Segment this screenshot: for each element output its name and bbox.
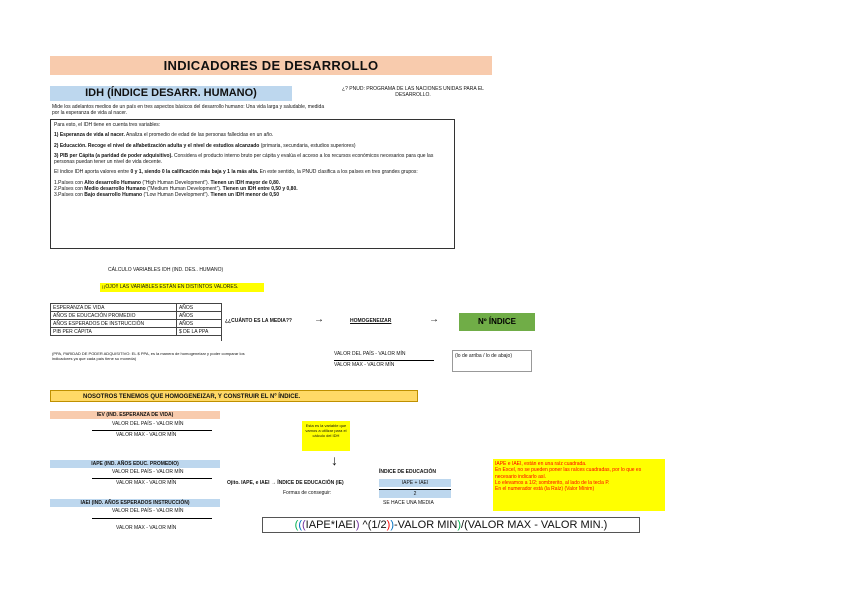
iape-label: IAPE (IND. AÑOS EDUC. PROMEDIO) — [50, 460, 220, 468]
iev-label: IEV (IND. ESPERANZA DE VIDA) — [50, 411, 220, 419]
formula-paren: ) — [386, 519, 391, 531]
table-row — [51, 304, 222, 312]
n-indice-box: Nº ÍNDICE — [459, 313, 535, 331]
ie-title: ÍNDICE DE EDUCACIÓN — [379, 469, 436, 475]
variable-1: 1) Esperanza de vida al nacer. Analiza el promedio de edad de las personas fallecidas en un año. — [54, 132, 274, 139]
group-2: 2.Países con Medio desarrollo Humano (“Medium Human Development”). Tienen un IDH entre 0,50 y 0,80. — [54, 185, 298, 192]
red-note-line: IAPE e IAEI, están en una raíz cuadrada. — [495, 461, 587, 467]
variable-name: AÑOS DE EDUCACIÓN PROMEDIO — [51, 312, 177, 320]
fraction-line — [92, 478, 212, 479]
formula-paren: ( — [298, 519, 302, 531]
arrow-right-icon: → — [429, 314, 439, 325]
table-row — [51, 312, 222, 320]
formula-part: IAPE*IAEI — [305, 519, 356, 531]
fraction-line — [334, 360, 434, 361]
formula-paren: ( — [294, 519, 299, 531]
iape-numerator: VALOR DEL PAÍS - VALOR MÍN — [112, 469, 184, 475]
variable-3: 3) PIB per Cápita (a paridad de poder adquisitivo). Considera el producto interno bruto per cápita y evalúa el acceso a los recursos económicos necesarios para que las personas puedan tener un nivel de vida decente. — [54, 152, 434, 165]
table-row — [51, 320, 222, 328]
variable-unit: AÑOS — [176, 304, 221, 312]
ojito-note: Ojito. IAPE, e IAEI → ÍNDICE DE EDUCACIÓN (IE) — [227, 480, 344, 486]
iev-numerator: VALOR DEL PAÍS - VALOR MÍN — [112, 421, 184, 427]
formula-paren: ) — [390, 519, 395, 531]
formula-paren: ) — [457, 519, 462, 531]
variable-2: 2) Educación. Recoge el nivel de alfabetización adulta y el nivel de estudios alcanzado (primaria, secundaria, estudios superiores) — [54, 142, 356, 149]
formula-part: ^(1/2 — [359, 519, 387, 531]
formula-denominator: VALOR MAX - VALOR MÍN — [334, 362, 395, 368]
ppa-note: (PPA, PARIDAD DE PODER ADQUISITIVO: EL $ PPA, es la manera de homogeneizar y poder comparar los indicadores ya que cada país tiene su moneda) — [52, 351, 245, 362]
fraction-line — [92, 430, 212, 431]
variable-name: ESPERANZA DE VIDA — [51, 304, 177, 312]
iev-denominator: VALOR MAX - VALOR MÍN — [116, 432, 177, 438]
yellow-note: Esta es la variable que vamos a utilizar para el cálculo del IDH — [302, 421, 350, 451]
table-bracket — [221, 304, 222, 341]
ie-media: SE HACE UNA MEDIA — [383, 500, 434, 506]
iape-denominator: VALOR MAX - VALOR MÍN — [116, 480, 177, 486]
intro-text: Mide los adelantos medios de un país en tres aspectos básicos del desarrollo humano: Una vida larga y saludable, medida por la esperanza de vida al nacer. — [52, 104, 325, 117]
variable-name: PIB PER CÁPITA — [51, 328, 177, 336]
box-intro: Para esto, el IDH tiene en cuenta tres variables: — [54, 122, 161, 128]
side-note: (lo de arriba / lo de abajo) — [452, 350, 532, 372]
variable-name: AÑOS ESPERADOS DE INSTRUCCIÓN — [51, 320, 177, 328]
iaei-denominator: VALOR MAX - VALOR MÍN — [116, 525, 177, 531]
red-note-line: En Excel, no se pueden poner las raíces cuadradas, por lo que es necesario indicarlo así. — [495, 467, 642, 480]
arrow-right-icon: → — [314, 314, 324, 325]
iaei-numerator: VALOR DEL PAÍS - VALOR MÍN — [112, 508, 184, 514]
red-note-line: Lo elevamos a 1/2; sombrerito, al lado de la tecla P. — [495, 479, 610, 486]
group-1: 1.Países con Alto desarrollo Humano (“High Human Development”). Tienen un IDH mayor de 0,80. — [54, 179, 281, 186]
iaei-label: IAEI (IND. AÑOS ESPERADOS INSTRUCCIÓN) — [50, 499, 220, 507]
variable-unit: $ DE LA PPA — [176, 328, 221, 336]
red-note-line: En el numerador está (la Raíz) (Valor Mínim) — [495, 486, 595, 492]
red-note — [493, 459, 665, 511]
variable-unit: AÑOS — [176, 320, 221, 328]
formula-paren: ( — [302, 519, 306, 531]
idh-range: El índice IDH aporta valores entre 0 y 1, siendo 0 la calificación más baja y 1 la más alta. En este sentido, la PNUD clasifica a los países en tres grandes grupos: — [54, 169, 418, 176]
pnud-note: ¿? PNUD: PROGRAMA DE LAS NACIONES UNIDAS PARA EL DESARROLLO. — [342, 86, 484, 99]
idh-heading: IDH (ÍNDICE DESARR. HUMANO) — [50, 86, 292, 101]
page-title: INDICADORES DE DESARROLLO — [50, 56, 492, 75]
variables-explanation-box — [50, 119, 455, 249]
calc-label: CÁLCULO VARIABLES IDH (IND. DES.. HUMANO) — [108, 267, 224, 273]
fraction-line — [92, 518, 212, 519]
idh-formula — [262, 517, 640, 533]
table-row — [51, 328, 222, 336]
homogeneizar-label: HOMOGENEIZAR — [350, 318, 392, 324]
formas-label: Formas de conseguir: — [283, 490, 332, 496]
section-heading: NOSOTROS TENEMOS QUE HOMOGENEIZAR, Y CONSTRUIR EL Nº ÍNDICE. — [50, 390, 418, 402]
warning-note: ¡¡OJO!! LAS VARIABLES ESTÁN EN DISTINTOS VALORES. — [100, 283, 264, 292]
question-label: ¿¿CUÁNTO ES LA MEDIA?? — [225, 318, 292, 324]
ie-denominator: 2 — [379, 489, 451, 498]
formula-part: -VALOR MIN — [394, 519, 458, 531]
formula-part: /(VALOR MAX - VALOR MIN.) — [461, 519, 608, 531]
formula-paren: ) — [355, 519, 360, 531]
variables-table — [50, 303, 222, 336]
formula-numerator: VALOR DEL PAÍS - VALOR MÍN — [334, 351, 406, 357]
group-3: 3.Países con Bajo desarrollo Humano (“Low Human Development”). Tienen un IDH menor de 0,50 — [54, 192, 279, 198]
ie-numerator: IAPE + IAEI — [379, 479, 451, 487]
variable-unit: AÑOS — [176, 312, 221, 320]
arrow-down-icon: ↓ — [331, 452, 338, 468]
